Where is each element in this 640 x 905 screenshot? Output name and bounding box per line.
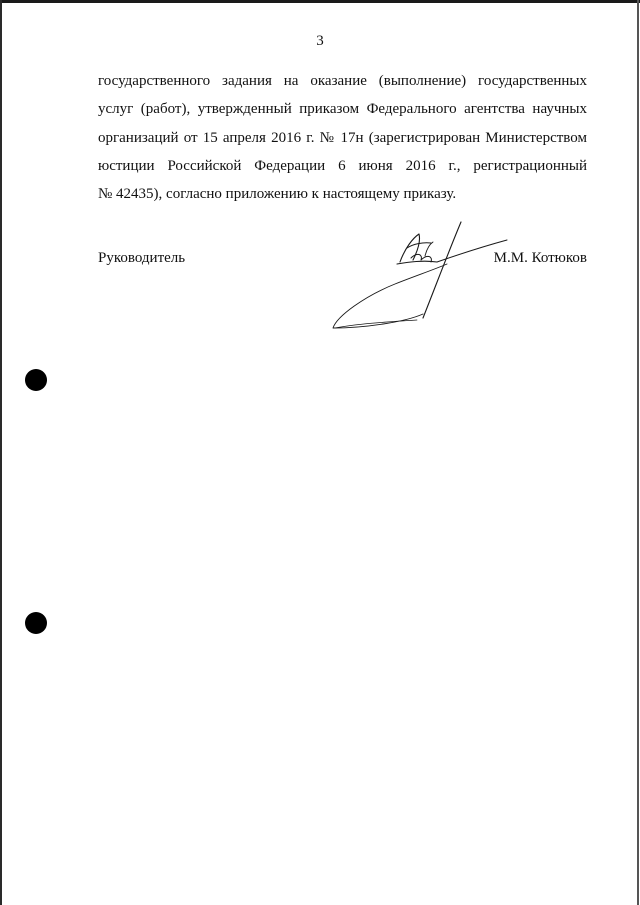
page-left-edge [0, 0, 2, 905]
body-line: организаций от 15 апреля 2016 г. № 17н (зарегистрирован Министерством [98, 129, 587, 146]
page-number: 3 [316, 33, 324, 49]
body-line: юстиции Российской Федерации 6 июня 2016 г., регистрационный [98, 157, 587, 174]
signer-name: М.М. Котюков [493, 250, 587, 266]
body-line: государственного задания на оказание (выполнение) государственных [98, 73, 587, 89]
signer-role: Руководитель [98, 250, 186, 266]
binder-hole [25, 369, 47, 391]
body-line: услуг (работ), утвержденный приказом Федерального агентства научных [98, 101, 587, 118]
handwritten-signature [325, 218, 515, 340]
page-top-edge [0, 0, 640, 3]
body-line: № 42435), согласно приложению к настоящему приказу. [98, 186, 457, 203]
page-right-edge [637, 0, 639, 905]
body-paragraph [98, 67, 587, 208]
binder-hole [25, 612, 47, 634]
